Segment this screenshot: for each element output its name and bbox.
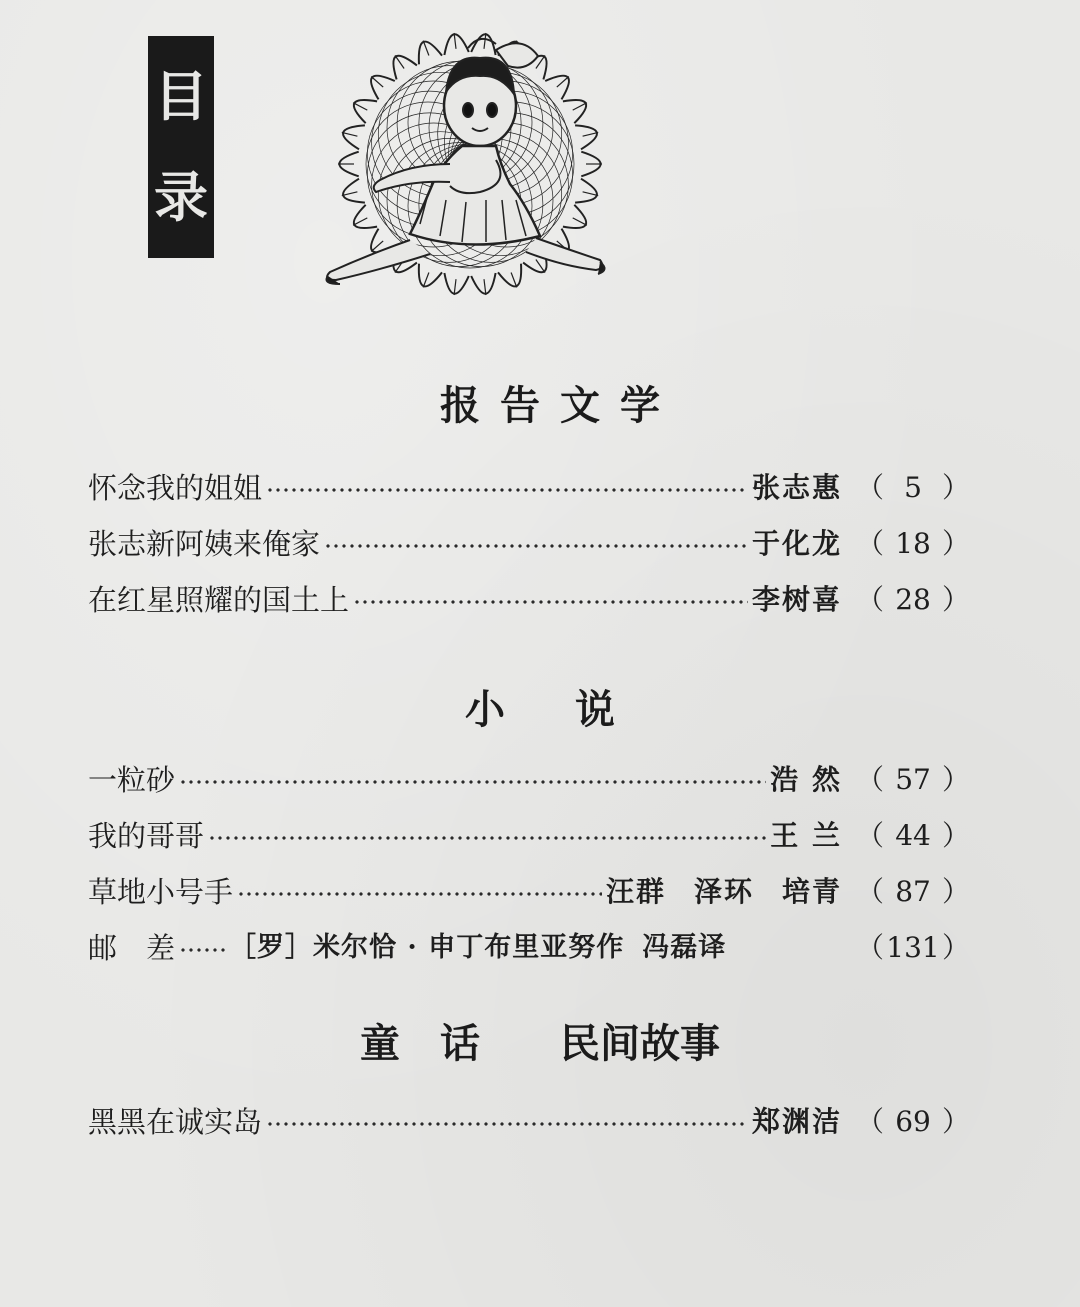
- section-title-reportage: 报告文学: [440, 382, 680, 429]
- entry-title: 邮 差: [88, 931, 176, 965]
- petal-stroke: [575, 179, 597, 203]
- petal-stroke: [343, 125, 365, 149]
- petal-stroke: [343, 179, 365, 203]
- petal-stroke: [419, 264, 442, 287]
- section-title-fairy-tales: [0, 1020, 1080, 1067]
- dot-leader: [324, 544, 748, 548]
- toc-entry[interactable]: [88, 580, 971, 620]
- paren-open: （: [856, 471, 885, 504]
- entry-page: [842, 468, 971, 508]
- paren-close: ）: [942, 931, 971, 964]
- petal-vein: [371, 77, 383, 88]
- entry-page: [842, 760, 971, 800]
- paren-close: ）: [942, 819, 971, 852]
- entry-page: [842, 928, 971, 968]
- toc-entry[interactable]: [88, 760, 971, 800]
- entry-page: [842, 580, 971, 620]
- entry-author-name: 冯磊译: [642, 932, 727, 963]
- toc-entry[interactable]: [88, 928, 971, 968]
- page-number: 57: [895, 763, 931, 796]
- entry-page: [842, 1102, 971, 1142]
- entry-author: 张志惠: [751, 471, 842, 504]
- page-number: 131: [886, 931, 940, 964]
- section-title-part: 民间故事: [560, 1020, 720, 1067]
- paren-open: （: [856, 583, 885, 616]
- page-number: 69: [895, 1105, 931, 1138]
- petal-stroke: [498, 264, 521, 287]
- dot-leader: [266, 488, 748, 492]
- paren-close: ）: [942, 875, 971, 908]
- petal-stroke: [354, 100, 377, 123]
- petal-stroke: [563, 205, 586, 228]
- entry-author: [606, 872, 842, 912]
- dot-leader: [237, 892, 602, 896]
- petal-vein: [557, 77, 569, 88]
- entry-title: 黑黑在诚实岛: [88, 1105, 263, 1139]
- toc-entry[interactable]: [88, 816, 971, 856]
- paren-open: （: [856, 763, 885, 796]
- entry-title: 一粒砂: [88, 763, 176, 797]
- entry-author: 王 兰: [770, 819, 842, 852]
- section-title-part: 小: [465, 686, 505, 733]
- paren-open: （: [856, 1105, 885, 1138]
- paren-close: ）: [942, 1105, 971, 1138]
- entry-author-name: 泽环: [693, 875, 754, 908]
- entry-page: [842, 524, 971, 564]
- entry-author: 浩 然: [770, 763, 842, 796]
- entry-title: 张志新阿姨来俺家: [88, 527, 321, 561]
- entry-page: [842, 816, 971, 856]
- paren-close: ）: [942, 763, 971, 796]
- dot-leader: [208, 836, 766, 840]
- entry-page: [842, 872, 971, 912]
- page-number: 18: [895, 527, 931, 560]
- entry-title: 草地小号手: [88, 875, 234, 909]
- toc-entry[interactable]: [88, 468, 971, 508]
- paren-open: （: [856, 931, 885, 964]
- paren-close: ）: [942, 527, 971, 560]
- entry-author: 李树喜: [751, 583, 842, 616]
- dot-leader: [266, 1122, 748, 1126]
- paren-open: （: [856, 527, 885, 560]
- toc-title-block: [148, 36, 214, 258]
- toc-title-char-2: 录: [154, 165, 208, 229]
- entry-title: 怀念我的姐姐: [88, 471, 263, 505]
- petal-stroke: [563, 100, 586, 123]
- petal-stroke: [393, 56, 416, 80]
- page-number: 5: [904, 471, 922, 504]
- paren-open: （: [856, 819, 885, 852]
- petal-stroke: [444, 273, 468, 294]
- toc-entry[interactable]: [88, 872, 971, 912]
- entry-author-name: 汪群: [605, 875, 666, 908]
- dot-leader: [353, 600, 748, 604]
- petal-stroke: [471, 34, 495, 55]
- entry-author: 郑渊洁: [751, 1105, 842, 1138]
- petal-stroke: [419, 42, 442, 65]
- dot-leader: [179, 780, 766, 784]
- entry-title: 我的哥哥: [88, 819, 205, 853]
- paren-close: ）: [942, 471, 971, 504]
- page-number: 28: [895, 583, 931, 616]
- entry-author-name: 培青: [781, 875, 842, 908]
- entry-author: 于化龙: [751, 527, 842, 560]
- dot-leader: [179, 948, 225, 952]
- petal-stroke: [444, 34, 468, 55]
- petal-stroke: [575, 125, 597, 149]
- paren-open: （: [856, 875, 885, 908]
- entry-author-name: ［罗］米尔恰 · 申丁布里亚努作: [229, 932, 625, 963]
- page-number: 87: [895, 875, 931, 908]
- entry-author: [229, 928, 842, 968]
- page-number: 44: [895, 819, 931, 852]
- paren-close: ）: [942, 583, 971, 616]
- toc-entry[interactable]: [88, 524, 971, 564]
- entry-title: 在红星照耀的国土上: [88, 583, 350, 617]
- dancing-girl-illustration: [300, 14, 620, 314]
- section-title-part: 童话: [360, 1020, 520, 1067]
- petal-stroke: [354, 205, 377, 228]
- section-title-fiction: [0, 686, 1080, 733]
- section-title-part: 说: [575, 686, 615, 733]
- toc-entry[interactable]: [88, 1102, 971, 1142]
- petal-stroke: [471, 273, 495, 294]
- toc-title-char-1: 目: [154, 64, 208, 128]
